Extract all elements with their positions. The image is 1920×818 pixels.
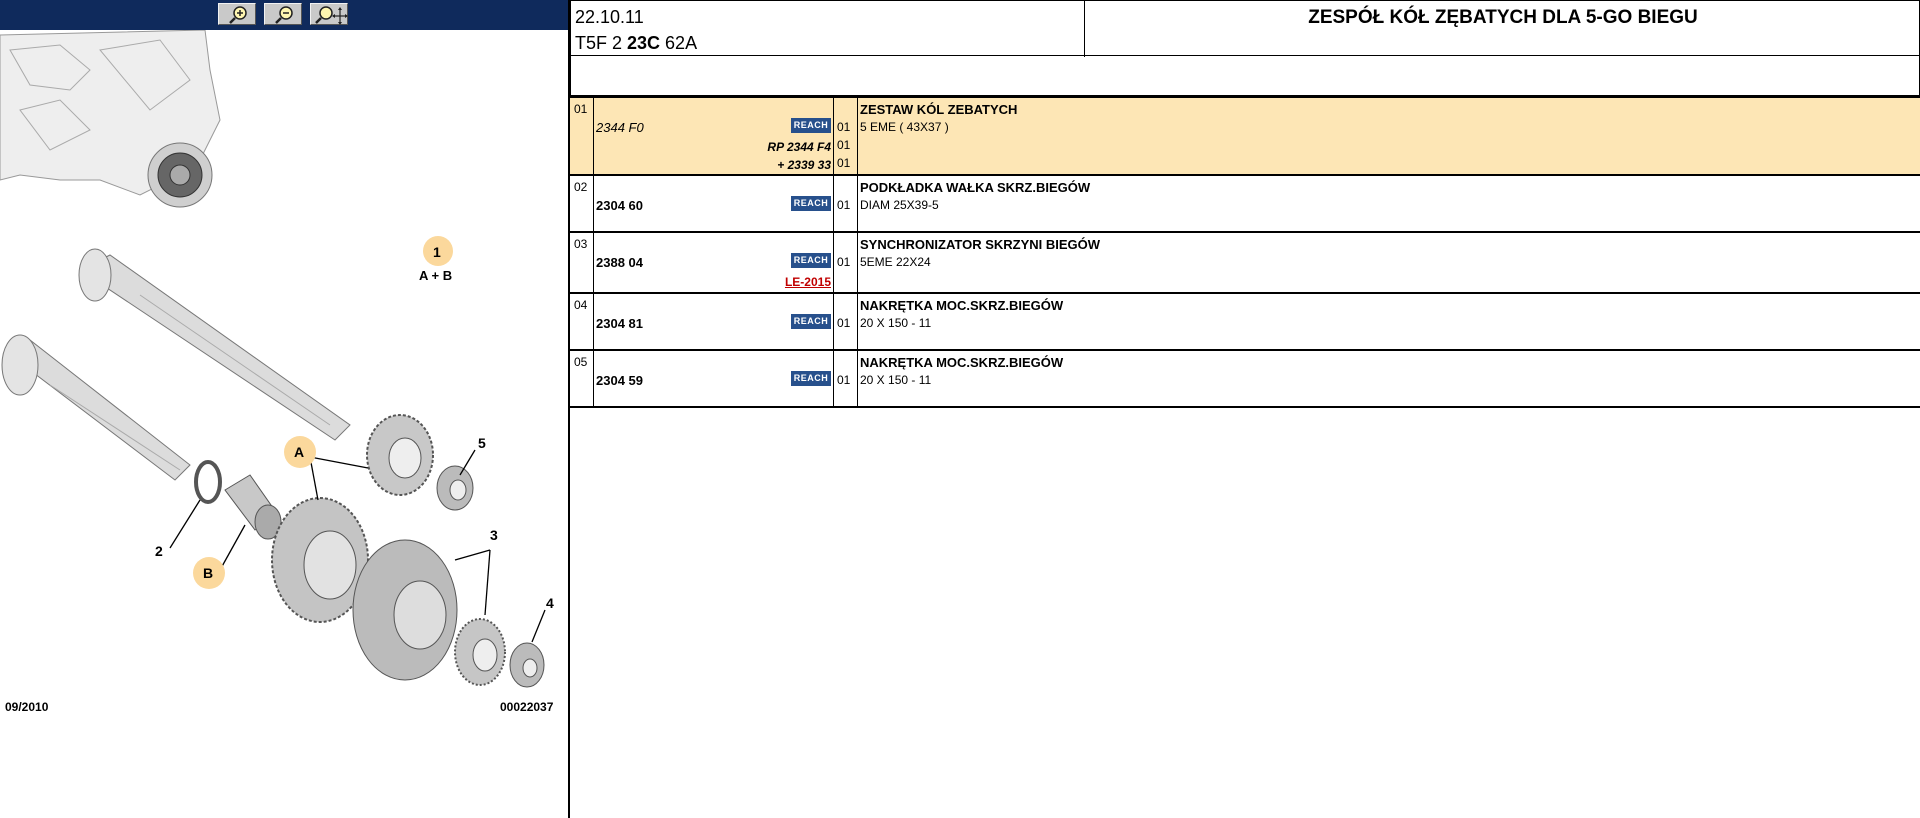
part-cell xyxy=(594,294,834,349)
table-row[interactable] xyxy=(570,294,1920,351)
replacement-part[interactable]: RP 2344 F4 xyxy=(767,140,831,154)
part-spec: DIAM 25X39-5 xyxy=(860,198,939,212)
parts-panel xyxy=(570,0,1920,818)
description-cell xyxy=(858,176,1920,231)
callout-a-label[interactable]: A xyxy=(294,444,305,460)
model-bold: 23C xyxy=(627,33,661,53)
nut-4-drawing xyxy=(510,643,544,687)
gearbox-housing-drawing xyxy=(0,30,220,207)
qty-value: 01 xyxy=(837,198,851,212)
callout-1-sublabel: A + B xyxy=(419,268,453,283)
qty-cell xyxy=(834,98,858,174)
qty-value: 01 xyxy=(837,120,851,134)
table-row[interactable] xyxy=(570,98,1920,176)
additional-part[interactable]: + 2339 33 xyxy=(777,158,831,172)
table-row[interactable] xyxy=(570,351,1920,408)
le-link[interactable]: LE-2015 xyxy=(784,275,831,289)
zoom-pan-icon xyxy=(311,4,349,26)
zoom-pan-button[interactable] xyxy=(310,3,348,25)
part-cell xyxy=(594,176,834,231)
description-cell xyxy=(858,233,1920,292)
reach-badge[interactable]: REACH xyxy=(791,314,831,329)
part-cell xyxy=(594,233,834,292)
diagram-panel xyxy=(0,0,570,818)
row-number: 05 xyxy=(570,351,594,406)
model-prefix: T5F 2 xyxy=(575,33,628,53)
row-number: 04 xyxy=(570,294,594,349)
parts-header xyxy=(570,0,1920,56)
reach-badge[interactable]: REACH xyxy=(791,253,831,268)
washer-2-drawing xyxy=(196,462,220,502)
header-blank-row xyxy=(570,56,1920,96)
qty-cell xyxy=(834,294,858,349)
header-date: 22.10.11 xyxy=(575,7,644,27)
synchronizer-3-drawing xyxy=(353,540,505,685)
table-row[interactable] xyxy=(570,176,1920,233)
callout-b-label[interactable]: B xyxy=(203,565,214,581)
part-number[interactable]: 2304 59 xyxy=(596,373,643,388)
part-name: NAKRĘTKA MOC.SKRZ.BIEGÓW xyxy=(860,298,1064,313)
page-title: ZESPÓŁ KÓŁ ZĘBATYCH DLA 5-GO BIEGU xyxy=(1308,7,1698,28)
diagram-code: 00022037 xyxy=(500,700,554,714)
part-name: NAKRĘTKA MOC.SKRZ.BIEGÓW xyxy=(860,355,1064,370)
callout-3-label[interactable]: 3 xyxy=(490,527,498,543)
table-row[interactable] xyxy=(570,233,1920,294)
callout-5-label[interactable]: 5 xyxy=(478,435,486,451)
zoom-out-icon xyxy=(265,4,303,26)
callout-4-label[interactable]: 4 xyxy=(546,595,554,611)
header-info-cell xyxy=(571,1,1085,57)
zoom-in-icon xyxy=(219,4,257,26)
row-number: 02 xyxy=(570,176,594,231)
part-spec: 20 X 150 - 11 xyxy=(860,373,932,387)
qty-value: 01 xyxy=(837,156,851,170)
part-number[interactable]: 2344 F0 xyxy=(596,120,644,135)
part-name: PODKŁADKA WAŁKA SKRZ.BIEGÓW xyxy=(860,180,1091,195)
secondary-shaft-drawing xyxy=(2,335,190,480)
nut-5-drawing xyxy=(437,466,473,510)
sleeve-b-drawing xyxy=(225,475,281,539)
part-spec: 20 X 150 - 11 xyxy=(860,316,932,330)
part-number[interactable]: 2304 81 xyxy=(596,316,643,331)
qty-cell xyxy=(834,233,858,292)
model-suffix: 62A xyxy=(660,33,698,53)
reach-badge[interactable]: REACH xyxy=(791,196,831,211)
qty-value: 01 xyxy=(837,316,851,330)
row-number: 03 xyxy=(570,233,594,292)
gear-5-drawing xyxy=(367,415,433,495)
part-spec: 5 EME ( 43X37 ) xyxy=(860,120,949,134)
row-number: 01 xyxy=(570,98,594,174)
callout-2-label[interactable]: 2 xyxy=(155,543,163,559)
qty-value: 01 xyxy=(837,373,851,387)
reach-badge[interactable]: REACH xyxy=(791,371,831,386)
part-number[interactable]: 2388 04 xyxy=(596,255,643,270)
exploded-gearbox-diagram xyxy=(0,30,568,720)
zoom-out-button[interactable] xyxy=(264,3,302,25)
callout-1-label[interactable]: 1 xyxy=(433,244,441,260)
description-cell xyxy=(858,98,1920,174)
diagram-date: 09/2010 xyxy=(5,700,49,714)
zoom-toolbar xyxy=(0,0,568,30)
part-name: ZESTAW KÓL ZEBATYCH xyxy=(860,102,1018,117)
description-cell xyxy=(858,351,1920,406)
part-cell xyxy=(594,98,834,174)
part-cell xyxy=(594,351,834,406)
reach-badge[interactable]: REACH xyxy=(791,118,831,133)
header-model xyxy=(575,33,697,54)
qty-value: 01 xyxy=(837,255,851,269)
part-spec: 5EME 22X24 xyxy=(860,255,931,269)
description-cell xyxy=(858,294,1920,349)
qty-cell xyxy=(834,351,858,406)
part-number[interactable]: 2304 60 xyxy=(596,198,643,213)
qty-cell xyxy=(834,176,858,231)
part-name: SYNCHRONIZATOR SKRZYNI BIEGÓW xyxy=(860,237,1101,252)
zoom-in-button[interactable] xyxy=(218,3,256,25)
qty-value: 01 xyxy=(837,138,851,152)
parts-table xyxy=(570,96,1920,408)
